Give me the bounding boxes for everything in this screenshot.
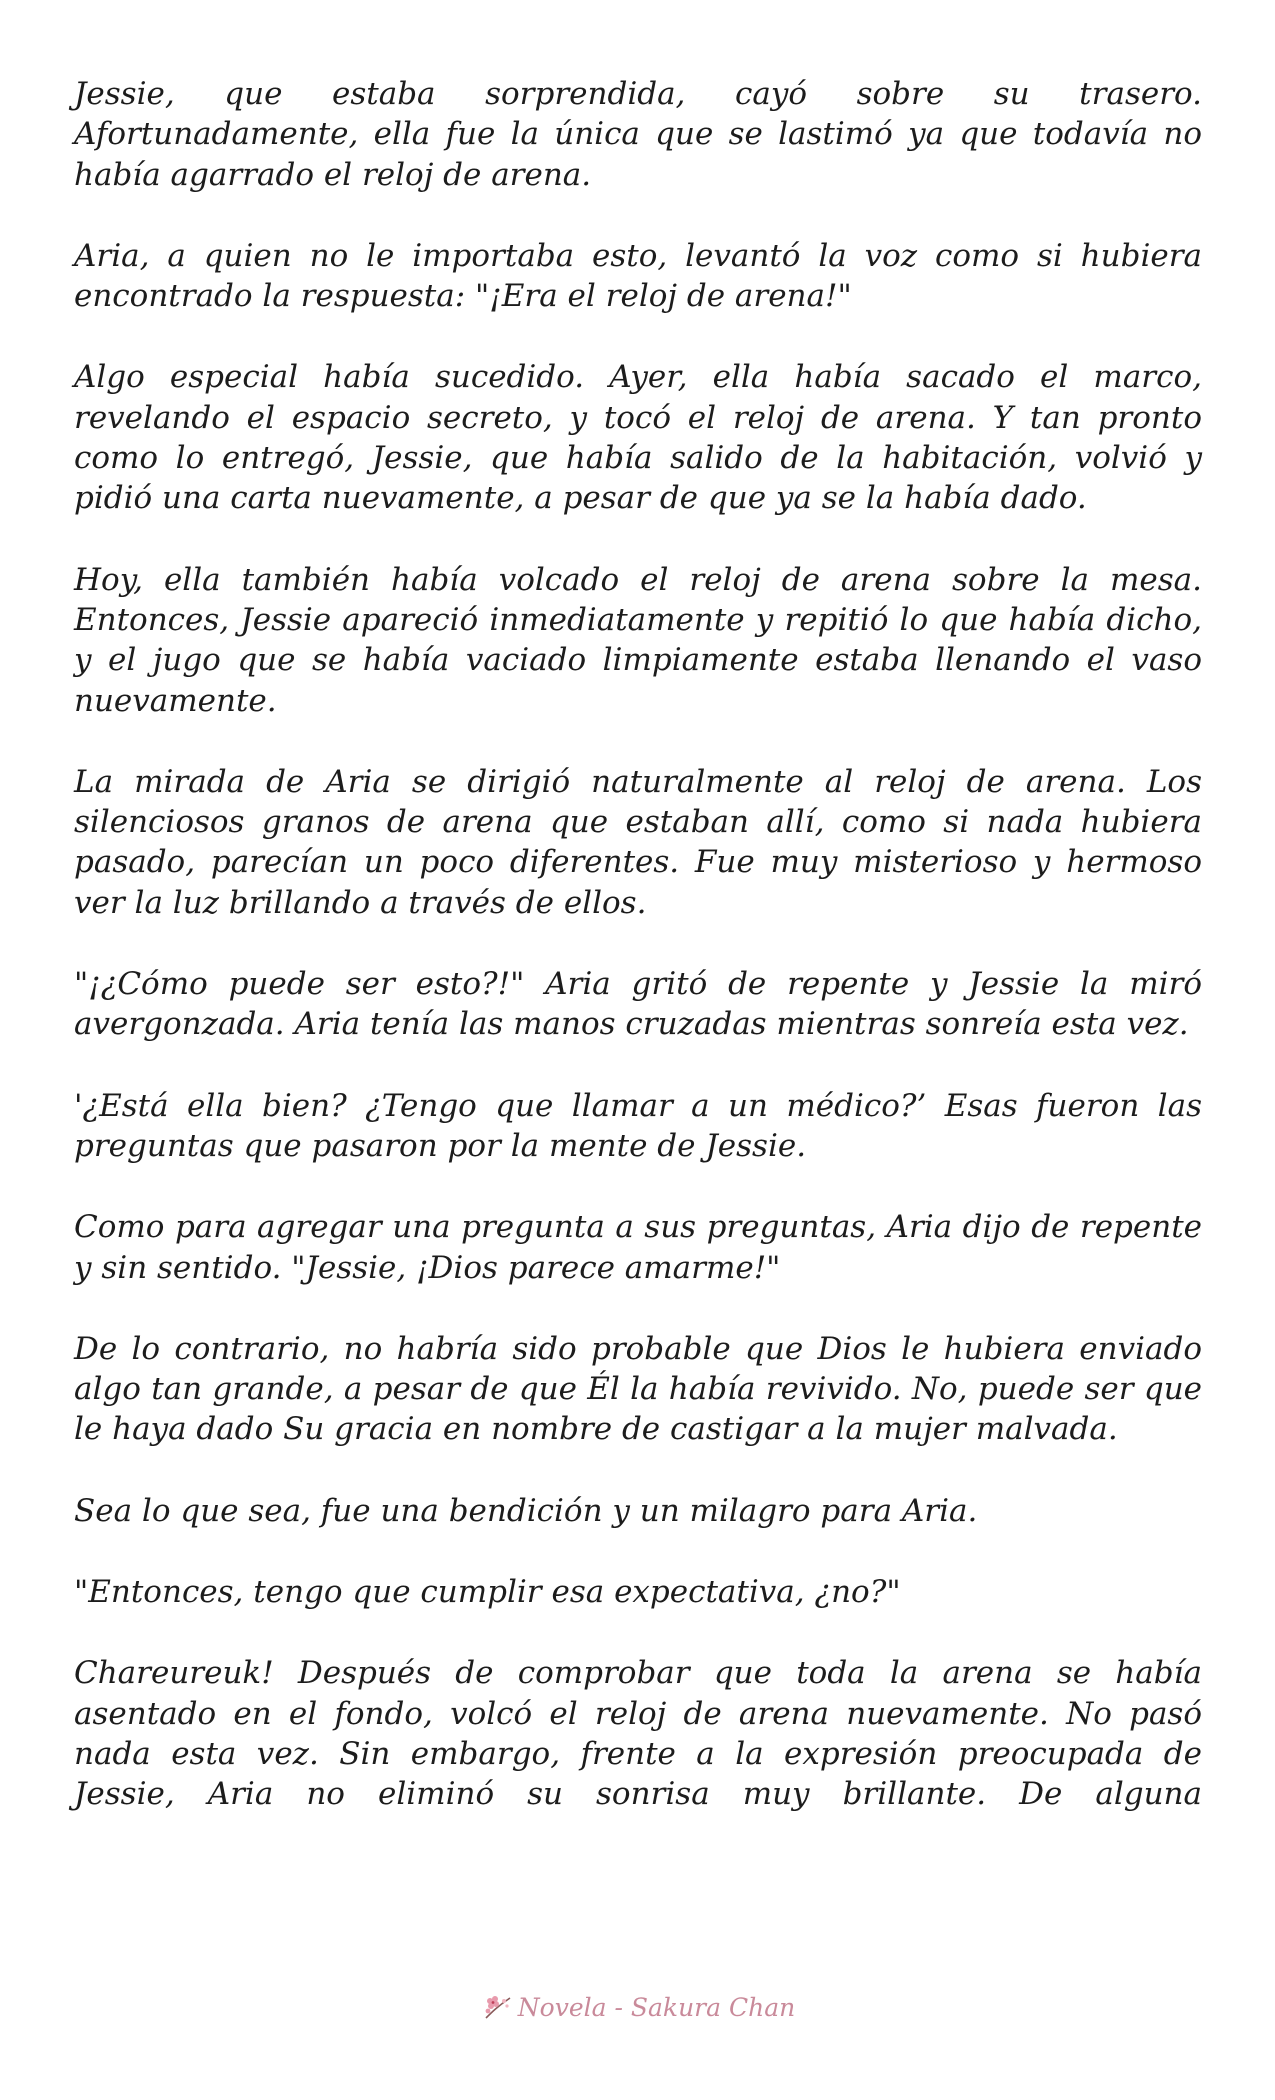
chapter-text — [74, 74, 1202, 1815]
watermark-text: Novela - Sakura Chan — [517, 1993, 796, 2022]
paragraph-9: De lo contrario, no habría sido probable que Dios le hubiera enviado algo tan grande, a pesar de que Él la había revivido. No, puede ser que le haya dado Su gracia en nombre de castigar a la mujer malvada. — [74, 1330, 1202, 1448]
paragraph-12: Chareureuk! Después de comprobar que toda la arena se había asentado en el fondo, volcó el reloj de arena nuevamente. No pasó nada esta vez. Sin embargo, frente a la expresión preocupada de Jessie, Aria no eliminó su sonrisa muy brillante. De alguna — [74, 1655, 1202, 1813]
cherry-blossom-icon — [480, 1992, 514, 2022]
paragraph-6: "¡¿Cómo puede ser esto?!" Aria gritó de repente y Jessie la miró avergonzada. Aria tenía las manos cruzadas mientras sonreía esta vez. — [74, 966, 1202, 1043]
paragraph-10: Sea lo que sea, fue una bendición y un milagro para Aria. — [74, 1492, 978, 1529]
footer-watermark — [0, 1992, 1275, 2022]
paragraph-5: La mirada de Aria se dirigió naturalmente al reloj de arena. Los silenciosos granos de arena que estaban allí, como si nada hubiera pasado, parecían un poco diferentes. Fue muy misterioso y hermoso ver la luz brillando a través de ellos. — [74, 763, 1202, 921]
paragraph-1: Jessie, que estaba sorprendida, cayó sobre su trasero. Afortunadamente, ella fue la única que se lastimó ya que todavía no había agarrado el reloj de arena. — [74, 76, 1202, 193]
paragraph-11: "Entonces, tengo que cumplir esa expectativa, ¿no?" — [74, 1574, 901, 1611]
paragraph-7: '¿Está ella bien? ¿Tengo que llamar a un médico?’ Esas fueron las preguntas que pasaron por la mente de Jessie. — [74, 1087, 1202, 1164]
paragraph-3: Algo especial había sucedido. Ayer, ella había sacado el marco, revelando el espacio secreto, y tocó el reloj de arena. Y tan pronto como lo entregó, Jessie, que había salido de la habitación, volvió y pidió una carta nuevamente, a pesar de que ya se la había dado. — [74, 359, 1202, 517]
paragraph-4: Hoy, ella también había volcado el reloj de arena sobre la mesa. Entonces, Jessie apareció inmediatamente y repitió lo que había dicho, y el jugo que se había vaciado limpiamente estaba llenando el vaso nuevamente. — [74, 561, 1202, 719]
paragraph-8: Como para agregar una pregunta a sus preguntas, Aria dijo de repente y sin sentido. "Jessie, ¡Dios parece amarme!" — [74, 1209, 1202, 1286]
paragraph-2: Aria, a quien no le importaba esto, levantó la voz como si hubiera encontrado la respuesta: "¡Era el reloj de arena!" — [74, 237, 1202, 315]
